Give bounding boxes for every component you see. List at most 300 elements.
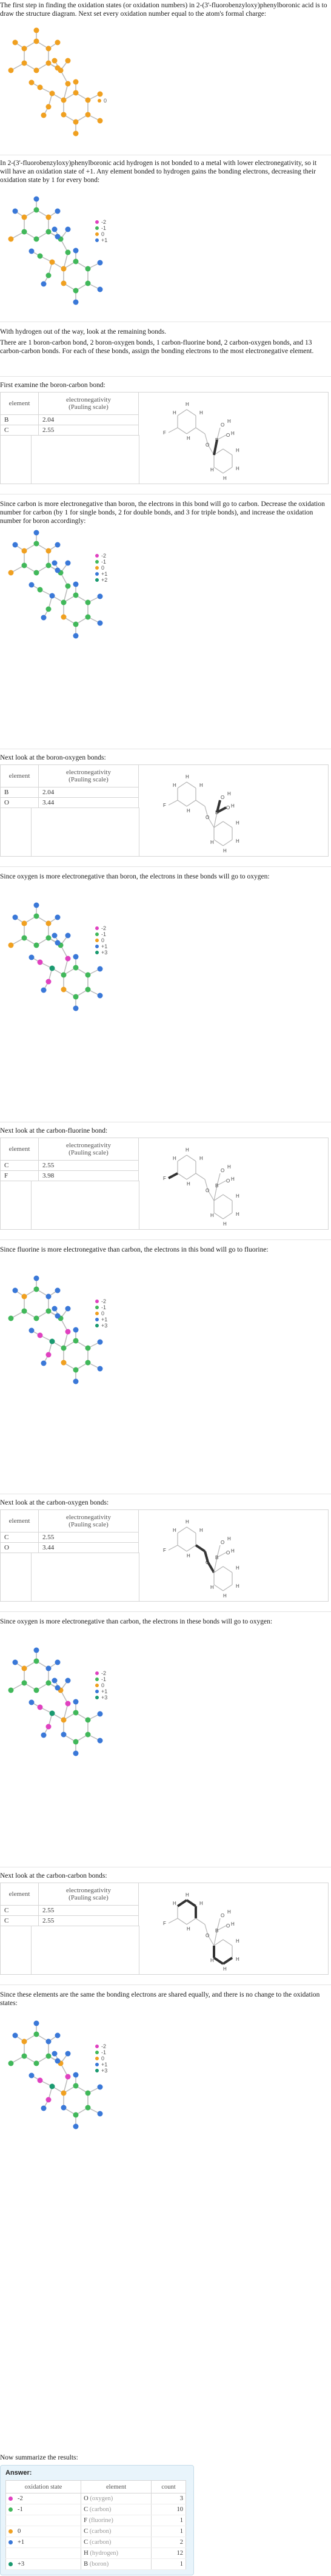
table-cell-value: 3.44 xyxy=(39,797,139,808)
answer-cell-state xyxy=(6,2526,81,2537)
atom-label: O xyxy=(226,805,230,811)
atom-label: H xyxy=(210,1958,214,1963)
atom-label: O xyxy=(226,1178,230,1184)
atom-label: B xyxy=(215,1183,219,1189)
answer-cell-state xyxy=(6,2515,81,2526)
structure-bond xyxy=(169,428,178,433)
atom-label: H xyxy=(227,791,231,797)
hydrogen-atom xyxy=(41,2106,47,2111)
structure-bond xyxy=(223,1195,232,1201)
structure-bond xyxy=(178,1918,187,1924)
structure-bond xyxy=(187,428,196,434)
table-cell-value: 2.55 xyxy=(39,1915,139,1926)
carbon-atom xyxy=(61,1732,67,1738)
table-cell-element: C xyxy=(1,1160,39,1170)
fluorine-atom xyxy=(8,943,14,948)
boron-atom xyxy=(50,1711,55,1716)
legend-label: -2 xyxy=(101,1298,107,1304)
hydrogen-atom xyxy=(29,2073,35,2079)
carbon-atom xyxy=(34,237,39,242)
hydrogen-atom xyxy=(29,582,35,588)
legend-dot xyxy=(95,560,99,564)
structure-bond xyxy=(187,1545,196,1551)
table-cell-element: C xyxy=(1,1915,39,1926)
atom-label: H xyxy=(231,1176,235,1182)
carbon-atom xyxy=(85,2105,91,2111)
electronegativity-panel xyxy=(0,1509,329,1602)
legend-label: -2 xyxy=(101,553,107,559)
carbon-atom xyxy=(22,548,27,554)
atom-label: H xyxy=(173,1156,176,1161)
carbon-atom xyxy=(22,1681,27,1686)
table-cell-element: B xyxy=(1,787,39,797)
structure-bond xyxy=(178,428,187,434)
bond-result: Since fluorine is more electronegative than carbon, the electrons in this bond will go to fluorine: xyxy=(0,1246,269,1253)
hydrogen-atom xyxy=(55,1685,61,1691)
legend-label: 0 xyxy=(101,1682,105,1688)
table-cell-value: 2.04 xyxy=(39,787,139,797)
electronegativity-table xyxy=(1,765,139,808)
carbon-atom xyxy=(85,1732,91,1738)
state-value: 0 xyxy=(18,2528,21,2535)
carbon-atom xyxy=(73,1367,79,1373)
atom-label: H xyxy=(173,1528,176,1533)
carbon-atom xyxy=(34,2061,39,2066)
atom-label: H xyxy=(210,467,214,473)
legend-label: 0 xyxy=(101,2055,105,2062)
structure-bond xyxy=(178,782,187,788)
hydrogen-atom xyxy=(98,92,103,97)
oxygen-atom xyxy=(38,2078,43,2083)
oxygen-atom xyxy=(46,104,52,110)
legend-label: -2 xyxy=(101,219,107,225)
legend-dot xyxy=(95,1677,99,1681)
hydrogen-atom xyxy=(13,1288,18,1293)
legend-label: -1 xyxy=(101,559,107,565)
answer-cell-element xyxy=(81,2559,152,2570)
hydrogen-atom xyxy=(13,915,18,920)
oxygen-atom xyxy=(38,960,43,965)
carbon-atom xyxy=(73,593,79,598)
answer-table xyxy=(5,2480,186,2570)
bond-result: Since oxygen is more electronegative than carbon, the electrons in these bonds will go to oxygen: xyxy=(0,1618,273,1625)
bond-intro: Next look at the carbon-fluorine bond: xyxy=(0,1127,108,1135)
atom-label: H xyxy=(223,1221,227,1227)
table-cell-value: 3.98 xyxy=(39,1170,139,1181)
oxygen-atom xyxy=(46,607,52,612)
hydrogen-atom xyxy=(52,561,58,566)
legend-initial xyxy=(97,97,121,104)
electronegativity-panel xyxy=(0,1883,329,1975)
structure-bond xyxy=(223,1566,232,1573)
hydrogen-atom xyxy=(73,1379,79,1384)
carbon-atom xyxy=(73,120,79,125)
atom-label: O xyxy=(221,1168,225,1173)
structure-bond xyxy=(223,1940,232,1946)
element-name: (carbon) xyxy=(89,2539,112,2546)
structure-bond xyxy=(187,1173,196,1179)
hydrogen-atom xyxy=(98,260,103,266)
oxygen-atom xyxy=(38,1333,43,1338)
legend-dot xyxy=(95,2057,99,2060)
legend-dot xyxy=(95,932,99,936)
answer-header-element: element xyxy=(81,2481,152,2493)
atom-label: H xyxy=(210,1585,214,1590)
boron-atom xyxy=(50,91,55,96)
bond-structure-diagram xyxy=(159,1143,281,1228)
atom-label: H xyxy=(210,1213,214,1218)
atom-label: H xyxy=(227,419,231,424)
hydrogen-atom xyxy=(34,1276,39,1281)
carbon-atom xyxy=(34,68,39,73)
header-line-2: (Pauling scale) xyxy=(69,1520,109,1528)
atom-label: H xyxy=(199,783,203,788)
boron-atom xyxy=(50,1339,55,1344)
atom-label: H xyxy=(187,1926,190,1932)
atom-label: H xyxy=(227,1164,231,1170)
bond-result: Since carbon is more electronegative than boron, the electrons in this bond will go to carbon. Decrease the oxidation number for carbon (by 1 for single bonds, 2 for double bonds, and 3 for triple bonds), and increase the oxidation number for boron accordingly: xyxy=(0,501,325,525)
carbon-atom xyxy=(61,98,67,103)
bond-structure-diagram xyxy=(159,397,281,482)
hydrogen-atom xyxy=(73,248,79,254)
element-name: (hydrogen) xyxy=(90,2550,119,2557)
legend-label: +3 xyxy=(101,949,108,956)
hydrogen-atom xyxy=(73,2072,79,2078)
atom-label: H xyxy=(231,1921,235,1927)
element-symbol: C xyxy=(84,2528,89,2535)
structure-bond xyxy=(223,840,232,846)
atom-label: F xyxy=(163,803,166,808)
table-header-element: element xyxy=(1,393,39,414)
hydrogen-atom xyxy=(73,633,79,639)
table-cell-element: C xyxy=(1,1532,39,1542)
carbon-atom xyxy=(61,266,67,272)
atom-label: H xyxy=(210,840,214,845)
atom-label: F xyxy=(163,1548,166,1553)
legend-dot xyxy=(95,232,99,236)
oxygen-atom xyxy=(38,587,43,593)
hydrogen-atom xyxy=(55,234,61,240)
electronegativity-table xyxy=(1,1510,139,1553)
oxidation-legend xyxy=(95,1298,119,1334)
structure-bond xyxy=(196,800,205,806)
hydrogen-atom xyxy=(29,1700,35,1705)
carbon-atom xyxy=(73,965,79,971)
hydrogen-atom xyxy=(41,1733,47,1738)
atom-label: F xyxy=(163,1921,166,1926)
structure-bond xyxy=(214,467,223,473)
answer-cell-state xyxy=(6,2537,81,2548)
legend-hydrogen xyxy=(95,218,119,255)
answer-cell-state xyxy=(6,2559,81,2570)
header-line-1: electronegativity xyxy=(66,1141,111,1149)
atom-label: H xyxy=(231,431,235,436)
table-cell-value: 2.55 xyxy=(39,425,139,435)
carbon-atom xyxy=(22,61,27,66)
carbon-atom xyxy=(73,1739,79,1745)
hydrogen-atom xyxy=(13,2033,18,2038)
column-divider xyxy=(31,1553,32,1601)
atom-label: H xyxy=(187,1553,190,1559)
carbon-atom xyxy=(85,2091,91,2096)
structure-diagram-hydrogen xyxy=(0,193,121,320)
structure-bond xyxy=(178,1173,187,1179)
hydrogen-atom xyxy=(73,582,79,587)
answer-row xyxy=(6,2559,186,2570)
element-symbol: H xyxy=(84,2550,89,2557)
atom-label: H xyxy=(186,774,189,780)
table-cell-element: O xyxy=(1,797,39,808)
hydrogen-atom xyxy=(65,1306,71,1312)
hydrogen-atom xyxy=(65,561,71,566)
column-divider xyxy=(31,435,32,484)
carbon-atom xyxy=(46,1294,52,1300)
legend-dot xyxy=(95,1324,99,1327)
atom-label: O xyxy=(221,1913,225,1918)
carbon-atom xyxy=(85,987,91,993)
answer-header-count: count xyxy=(152,2481,186,2493)
element-symbol: C xyxy=(84,2539,89,2546)
carbon-atom xyxy=(46,229,52,235)
carbon-atom xyxy=(22,1666,27,1671)
hydrogen-atom xyxy=(98,2111,103,2117)
legend-dot xyxy=(95,1312,99,1315)
answer-box xyxy=(0,2465,194,2575)
carbon-atom xyxy=(73,622,79,627)
hydrogen-atom xyxy=(29,249,35,254)
element-name: (fluorine) xyxy=(89,2517,113,2524)
legend-dot xyxy=(95,2069,99,2072)
carbon-atom xyxy=(34,39,39,44)
carbon-atom xyxy=(73,259,79,265)
legend-dot xyxy=(95,1696,99,1699)
legend-label: -1 xyxy=(101,931,107,937)
structure-bond xyxy=(196,1918,205,1924)
hydrogen-atom xyxy=(34,28,39,33)
hydrogen-atom xyxy=(98,2085,103,2090)
oxygen-atom xyxy=(65,2074,71,2080)
atom-label: H xyxy=(186,1147,189,1153)
hydrogen-atom xyxy=(34,1648,39,1653)
carbon-atom xyxy=(73,994,79,1000)
answer-row xyxy=(6,2537,186,2548)
legend-dot xyxy=(95,1684,99,1687)
bond-intro: Next look at the carbon-oxygen bonds: xyxy=(0,1499,109,1506)
legend-label: +3 xyxy=(101,1323,108,1329)
remaining-text-1: With hydrogen out of the way, look at the remaining bonds. xyxy=(0,328,167,335)
oxygen-atom xyxy=(46,273,52,278)
electronegativity-table xyxy=(1,393,139,436)
structure-bond xyxy=(223,449,232,455)
hydrogen-atom xyxy=(73,79,79,85)
carbon-atom xyxy=(73,2083,79,2089)
hydrogen-atom xyxy=(73,1006,79,1011)
header-line-1: electronegativity xyxy=(66,396,111,403)
carbon-atom xyxy=(61,112,67,118)
carbon-atom xyxy=(85,266,91,272)
carbon-atom xyxy=(46,936,52,941)
electronegativity-table xyxy=(1,1138,139,1181)
structure-bond xyxy=(169,1173,178,1178)
structure-bond xyxy=(223,1213,232,1219)
table-cell-element: C xyxy=(1,1905,39,1915)
structure-diagram-oxidation xyxy=(0,899,121,1027)
legend-dot xyxy=(95,2063,99,2066)
structure-bond xyxy=(178,1545,187,1551)
table-cell-element: C xyxy=(1,425,39,435)
element-symbol: C xyxy=(84,2506,89,2513)
structure-bond xyxy=(214,1958,223,1964)
hydrogen-atom xyxy=(65,933,71,939)
oxygen-atom xyxy=(38,85,43,90)
legend-dot xyxy=(95,226,99,230)
carbon-atom xyxy=(34,207,39,213)
legend-label: -2 xyxy=(101,2043,107,2049)
oxygen-atom xyxy=(65,250,71,255)
carbon-atom xyxy=(46,2039,52,2045)
table-header-element: element xyxy=(1,1138,39,1160)
structure-diagram-oxidation xyxy=(0,1644,121,1772)
atom-label: O xyxy=(206,1188,210,1193)
legend-dot xyxy=(95,1671,99,1675)
hydrogen-atom xyxy=(52,58,58,64)
legend-label: -1 xyxy=(101,2049,107,2055)
legend-label: +2 xyxy=(101,577,108,583)
answer-cell-element xyxy=(81,2493,152,2504)
carbon-atom xyxy=(85,1346,91,1351)
structure-bond xyxy=(187,782,196,788)
atom-label: H xyxy=(227,1536,231,1542)
header-line-1: electronegativity xyxy=(66,768,111,776)
table-header-element: element xyxy=(1,765,39,787)
oxidation-legend xyxy=(95,552,119,588)
atom-label: H xyxy=(187,1181,190,1187)
carbon-atom xyxy=(61,987,67,993)
legend-dot xyxy=(95,572,99,576)
boron-atom xyxy=(50,593,55,599)
carbon-atom xyxy=(22,229,27,235)
bond-result: Since oxygen is more electronegative than boron, the electrons in these bonds will go to oxygen: xyxy=(0,873,270,880)
boron-atom xyxy=(50,2084,55,2089)
carbon-atom xyxy=(34,943,39,948)
answer-cell-count: 2 xyxy=(152,2537,186,2548)
atom-label: H xyxy=(173,783,176,788)
hydrogen-atom xyxy=(52,1678,58,1684)
hydrogen-atom xyxy=(41,282,47,287)
bond-intro: Next look at the carbon-carbon bonds: xyxy=(0,1872,107,1880)
carbon-atom xyxy=(22,1294,27,1300)
hydrogen-atom xyxy=(98,993,103,999)
carbon-atom xyxy=(85,98,91,103)
legend-dot xyxy=(95,1318,99,1321)
element-symbol: F xyxy=(84,2517,87,2524)
carbon-atom xyxy=(61,615,67,620)
atom-label: H xyxy=(231,1548,235,1554)
hydrogen-atom xyxy=(55,568,61,573)
structure-diagram-oxidation xyxy=(0,2017,121,2145)
oxygen-atom xyxy=(65,81,71,87)
atom-label: H xyxy=(231,803,235,809)
carbon-atom xyxy=(85,112,91,118)
atom-label: H xyxy=(223,1593,227,1599)
fluorine-atom xyxy=(8,2061,14,2066)
oxygen-atom xyxy=(38,254,43,259)
answer-cell-element xyxy=(81,2504,152,2515)
structure-bond xyxy=(214,1213,223,1219)
hydrogen-atom xyxy=(55,209,61,214)
structure-bond xyxy=(196,1173,205,1179)
hydrogen-atom xyxy=(13,40,18,46)
answer-row xyxy=(6,2493,186,2504)
bond-structure-diagram xyxy=(159,1888,281,1973)
column-divider xyxy=(31,808,32,856)
structure-bond xyxy=(169,1918,178,1923)
atom-label: O xyxy=(226,433,230,438)
element-symbol: B xyxy=(84,2561,89,2568)
atom-label: B xyxy=(215,437,219,443)
column-divider xyxy=(31,1181,32,1229)
answer-cell-count: 10 xyxy=(152,2504,186,2515)
carbon-atom xyxy=(34,2032,39,2037)
structure-bond xyxy=(223,467,232,473)
hydrogen-atom xyxy=(73,1699,79,1705)
structure-diagram-oxidation xyxy=(0,527,121,654)
legend-label: -1 xyxy=(101,1304,107,1310)
carbon-atom xyxy=(46,548,52,554)
atom-label: H xyxy=(186,1519,189,1525)
answer-title: Answer: xyxy=(5,2469,32,2477)
answer-cell-element xyxy=(81,2526,152,2537)
oxidation-dot xyxy=(8,2562,13,2566)
atom-label: H xyxy=(173,1901,176,1906)
oxygen-atom xyxy=(65,584,71,589)
carbon-atom xyxy=(22,46,27,52)
electronegativity-panel xyxy=(0,764,329,857)
hydrogen-atom xyxy=(73,1751,79,1756)
legend-label: -2 xyxy=(101,925,107,931)
atom-label: H xyxy=(236,1957,239,1962)
header-line-2: (Pauling scale) xyxy=(69,1893,109,1901)
answer-cell-count: 1 xyxy=(152,2515,186,2526)
carbon-atom xyxy=(61,973,67,978)
structure-bond xyxy=(187,410,196,416)
hydrogen-atom xyxy=(73,2124,79,2129)
state-value: +1 xyxy=(18,2539,25,2546)
hydrogen-atom xyxy=(55,2058,61,2064)
table-header-electronegativity xyxy=(39,393,139,414)
atom-label: H xyxy=(199,410,203,416)
hydrogen-text: In 2-(3'-fluorobenzyloxy)phenylboronic acid hydrogen is not bonded to a metal with lower electronegativity, so it will have an oxidation state of +1. Any element bonded to hydrogen gains the bonding electrons, decreasing their oxidation state by 1 for every bond: xyxy=(0,160,317,184)
atom-label: H xyxy=(186,402,189,407)
legend-label: +1 xyxy=(101,571,108,577)
carbon-atom xyxy=(61,1346,67,1351)
electronegativity-panel xyxy=(0,392,329,484)
hydrogen-atom xyxy=(29,80,35,86)
remaining-text-2: There are 1 boron-carbon bond, 2 boron-oxygen bonds, 1 carbon-fluorine bond, 2 carbon-oxygen bonds, and 13 carbon-carbon bonds. For each of these bonds, assign the bonding electrons to the most electronegative element. xyxy=(0,339,314,355)
hydrogen-atom xyxy=(55,66,61,71)
hydrogen-atom xyxy=(34,2021,39,2026)
legend-dot xyxy=(95,2051,99,2054)
header-line-2: (Pauling scale) xyxy=(69,775,109,783)
state-value: -2 xyxy=(18,2495,23,2502)
carbon-atom xyxy=(46,46,52,52)
header-line-2: (Pauling scale) xyxy=(69,1148,109,1156)
hydrogen-atom xyxy=(55,542,61,548)
atom-label: O xyxy=(226,1550,230,1556)
atom-label: H xyxy=(223,848,227,854)
hydrogen-atom xyxy=(41,988,47,993)
oxygen-atom xyxy=(65,1701,71,1707)
